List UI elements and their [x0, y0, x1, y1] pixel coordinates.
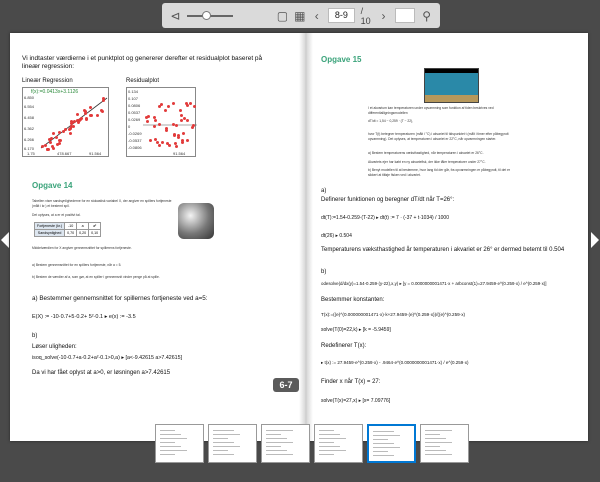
chevron-left-icon[interactable]: ‹: [314, 8, 319, 23]
scatter-point: [50, 137, 53, 140]
scatter-point: [96, 114, 99, 117]
residual-point: [158, 123, 161, 126]
opg15-text1: I et akvarium kan temperaturen under opvarmning som funktion af tiden beskrives ved differentialligningsmodellen: [368, 106, 494, 115]
table-cell: 0,20: [77, 230, 89, 237]
residual-point: [175, 124, 178, 127]
next-page-arrow-icon[interactable]: [591, 232, 599, 248]
thumbnail-line: [266, 434, 281, 435]
residual-point: [167, 105, 170, 108]
scatter-point: [51, 145, 54, 148]
opg15-question-b: b) Benyt modellen til at bestemme, hvor lang tid der går, fra opvarmningen er påbegyndt, til det er sikkert at tilføje fisken ved i akvariet.: [368, 168, 511, 177]
thumbnail-line: [160, 454, 175, 455]
thumbnail-line: [373, 451, 388, 452]
thumbnail-line: [213, 446, 240, 447]
ans-b-heading: b): [321, 269, 327, 275]
thumbnail-line: [425, 430, 452, 431]
thumbnail-line: [213, 454, 234, 455]
table-row: [35, 223, 101, 230]
book-spread: [10, 33, 588, 441]
thumbnail-page-active[interactable]: [367, 424, 416, 463]
thumbnail-page[interactable]: [314, 424, 363, 463]
residual-point: [186, 139, 189, 142]
thumbnail-line: [319, 430, 334, 431]
thumbnail-page[interactable]: [208, 424, 257, 463]
table-cell: 0,10: [89, 230, 101, 237]
thumbnail-line: [266, 438, 287, 439]
ans-b-equation2: T(x):=((e)^(0.000000001471·x)·k+27.9459·(e)^(0.259·x))/((e)^(0.259·x): [321, 312, 466, 317]
residual-point: [193, 105, 196, 108]
table-cell: 0,70: [65, 230, 77, 237]
scatter-point: [70, 125, 73, 128]
plot2-ytick-4: 0.0269: [128, 117, 141, 122]
scatter-point: [62, 130, 65, 133]
answer-a-heading: a) Bestemmer gennemsnittet for spillernes fortjeneste ved a=5:: [32, 295, 208, 302]
page-total: / 10: [360, 5, 371, 26]
residual-point: [172, 102, 175, 105]
plot1-title: Lineær Regression: [22, 78, 73, 84]
thumbnail-line: [425, 442, 452, 443]
thumbnail-line: [373, 455, 394, 456]
thumbnail-line: [213, 450, 228, 451]
residual-zero-line: [127, 88, 197, 158]
opg15-text3: Akvariets ejer har købt en ny akvariefisk, der ikke tåler temperaturer under 27°C.: [368, 160, 486, 164]
thumbnail-line: [373, 447, 400, 448]
thumbnail-line: [213, 434, 240, 435]
intro-text: Vi indtaster værdierne i et punktplot og genererer derefter et residualplot baseret på lineær regression:: [22, 55, 263, 70]
aquarium-sand: [425, 95, 478, 102]
residual-point: [182, 132, 185, 135]
ans-b-equation5: solve(T(x)=27,x) ▸ [x= 7.09776]: [321, 398, 391, 404]
opg15-text2: hvor T(t) betegner temperaturen (målt i °C) i akvariet til tidspunktet t (målt i timer efter påbegyndt opvarmning). Det oplyses, at temperaturen i akvariet er 22°C, når opvarmningen starter.: [368, 132, 509, 141]
residual-point: [166, 142, 169, 145]
scatter-point: [84, 112, 87, 115]
table-cell: Fortjeneste (kr.): [35, 223, 65, 230]
answer-a-equation: E(X) := -10·0.7+5·0.2+ 5²·0.1 ▸ e(x) := -3.5: [32, 314, 136, 320]
plot1-ytick-5: 6.170: [24, 146, 35, 151]
regression-line: [23, 88, 110, 158]
scatter-point: [58, 131, 61, 134]
plot1-ytick-4: 6.266: [24, 137, 35, 142]
thumbnail-line: [319, 438, 346, 439]
plot1-xtick-0: 1.75: [27, 151, 35, 156]
plot1-ytick-1: 6.554: [24, 104, 35, 109]
thumbnail-line: [160, 446, 181, 447]
plot2-ytick-7: -0.0537: [128, 138, 142, 143]
thumbnail-line: [373, 443, 394, 444]
scatter-point: [49, 141, 52, 144]
thumbnail-line: [319, 442, 334, 443]
thumbnail-line: [319, 450, 346, 451]
plot1-xtick-1: 478.667: [57, 151, 72, 156]
thumbnail-strip: [155, 424, 469, 464]
plot2-ytick-5: 0: [128, 124, 131, 129]
ans-b-line1: Bestemmer konstanten:: [321, 297, 385, 303]
chevron-right-icon[interactable]: ›: [381, 8, 386, 23]
answer-b-line1: Løser uligheden:: [32, 344, 77, 350]
share-icon[interactable]: ⊲: [170, 8, 181, 23]
thumbnail-line: [160, 434, 181, 435]
thumbnail-line: [160, 430, 175, 431]
opg15-question-a: a) Bestem temperaturens væksthastighed, når temperaturen i akvariet er 26°C.: [368, 151, 484, 155]
thumbnail-line: [213, 430, 234, 431]
opg15-equation: dT/dt = 1,54 − 0,259 · (T − 22),: [368, 119, 414, 123]
table-row: [35, 230, 101, 237]
ans-a-heading: a): [321, 188, 327, 194]
scatter-point: [89, 106, 92, 109]
residual-point: [164, 109, 167, 112]
opgave15-heading: Opgave 15: [321, 55, 362, 64]
plot1-xtick-2: 91.564: [89, 151, 102, 156]
thumbnail-line: [266, 446, 281, 447]
opg14-text3: Middelværdien for X angiver gennemsnittet for spillerens fortjeneste.: [32, 246, 132, 250]
plot1-ytick-0: 6.850: [24, 95, 35, 100]
thumbnail-line: [373, 439, 388, 440]
residual-plot: [126, 87, 196, 157]
thumbnail-line: [425, 454, 452, 455]
plot2-xtick-0: 91.564: [173, 151, 186, 156]
scatter-point: [89, 114, 92, 117]
residual-point: [177, 134, 180, 137]
scatter-point: [55, 136, 58, 139]
thumbnail-line: [319, 434, 340, 435]
residual-point: [149, 139, 152, 142]
thumbnail-line: [160, 438, 187, 439]
plot2-ytick-6: -0.0269: [128, 131, 142, 136]
zoom-slider[interactable]: [187, 9, 233, 23]
opg14-question-b: b) Bestem de værdier af a, som gør, at en spiller i gennemsnit vinder penge på at spille.: [32, 275, 160, 279]
residual-point: [173, 134, 176, 137]
thumbnail-page[interactable]: [261, 424, 310, 463]
probability-table: [34, 222, 101, 237]
plot2-ytick-0: 0.134: [128, 89, 139, 94]
fullscreen-icon[interactable]: ▢: [276, 8, 289, 23]
thumbnail-line: [213, 438, 228, 439]
page-number-input[interactable]: 8-9: [328, 8, 355, 23]
opg14-text1: Tabellen viser sandsynlighederne for en stokastisk variabel X, der angiver en spillers fortjeneste (målt i kr.) et bestemt spil.: [32, 199, 172, 208]
table-cell: -10: [65, 223, 77, 230]
thumbnail-page[interactable]: [420, 424, 469, 463]
answer-b-heading: b): [32, 333, 38, 339]
ans-b-equation3: solve(T(0)=22,k) ▸ [k = -5.9459]: [321, 327, 391, 333]
ans-a-equation2: dt(26) ▸ 0.504: [321, 233, 352, 239]
plot1-ytick-2: 6.458: [24, 115, 35, 120]
table-cell: a: [77, 223, 89, 230]
book-spine: [299, 33, 313, 441]
plot2-title: Residualplot: [126, 78, 160, 84]
residual-point: [156, 141, 159, 144]
plot2-ytick-2: 0.0806: [128, 103, 141, 108]
ans-a-line1: Definerer funktionen og beregner dT/dt når T=26°:: [321, 197, 455, 203]
residual-point: [186, 119, 189, 122]
plot2-ytick-8: -0.0806: [128, 145, 142, 150]
viewer-toolbar: [162, 3, 440, 28]
thumbnail-line: [319, 446, 340, 447]
search-input[interactable]: [395, 8, 415, 23]
ans-a-equation: dt(T):=1.54-0.259·(T-22) ▸ dt(t) := 7 · (-37 + t·1034) / 1000: [321, 215, 449, 221]
ans-b-equation: odesolve(d/dx(y)=1.54-0.259·(y-22),x,y) ▸ [y = 0.0000000001471·x + arbconst(1)=27.9459·e^(0.259·x) / e^(0.259·x)]: [321, 281, 547, 286]
thumbnail-line: [425, 450, 446, 451]
table-cell: a²: [89, 223, 101, 230]
thumbnail-line: [266, 454, 293, 455]
residual-point: [180, 119, 183, 122]
ans-a-conclusion: Temperaturens væksthastighed år temperaturen i akvariet er 26° er dermed betemt til 0.504: [321, 247, 565, 253]
scatter-point: [102, 99, 105, 102]
plot2-ytick-3: 0.0537: [128, 110, 141, 115]
thumbnail-line: [425, 446, 440, 447]
residual-point: [154, 119, 157, 122]
scatter-point: [70, 120, 73, 123]
answer-b-conclusion: Da vi har fået oplyst at a>0, er løsningen a>7.42615: [32, 370, 171, 376]
thumbnail-line: [266, 450, 287, 451]
opg14-question-a: a) Bestem gennemsnittet for en spillers fortjeneste, når a = 5.: [32, 263, 122, 267]
thumbnail-line: [373, 431, 394, 432]
regression-equation: f(x):=0.0413x+3.1126: [31, 89, 79, 95]
scatter-point: [47, 148, 50, 151]
ans-b-line3: Finder x når T(x) = 27:: [321, 379, 381, 385]
search-icon[interactable]: ⚲: [422, 8, 432, 23]
page-indicator-badge: 6-7: [273, 378, 299, 392]
bolt-image: [178, 203, 214, 239]
thumbnail-page[interactable]: [155, 424, 204, 463]
residual-point: [179, 109, 182, 112]
thumbnail-line: [373, 435, 400, 436]
residual-point: [192, 124, 195, 127]
plot1-ytick-3: 6.362: [24, 126, 35, 131]
regression-plot: [22, 87, 109, 157]
thumbnail-line: [160, 450, 187, 451]
opg14-text2: Det oplyses, at a er et positivt tal.: [32, 213, 81, 217]
thumbnail-line: [425, 438, 446, 439]
grid-view-icon[interactable]: ▦: [294, 8, 306, 23]
aquarium-image: [424, 68, 479, 103]
table-cell: Sandsynlighed: [35, 230, 65, 237]
thumbnail-line: [319, 454, 334, 455]
thumbnail-line: [160, 442, 175, 443]
opgave14-heading: Opgave 14: [32, 181, 73, 190]
prev-page-arrow-icon[interactable]: [1, 232, 9, 248]
ans-b-equation4: ▸ t(x) := 27.9459·e^(0.259·x) - .9464·e^(0.0000000001471·x) / e^(0.259·x): [321, 360, 469, 365]
answer-b-equation: isoq_solve(-10·0.7+a·0.2+a²·0.1>0,a) ▸ [a<-9.42615 a>7.42615]: [32, 355, 183, 361]
ans-b-line2: Redefinerer T(x):: [321, 343, 367, 349]
thumbnail-line: [425, 434, 440, 435]
thumbnail-line: [266, 442, 293, 443]
plot2-ytick-1: 0.107: [128, 96, 139, 101]
zoom-slider-knob[interactable]: [202, 11, 211, 20]
thumbnail-line: [213, 442, 234, 443]
thumbnail-line: [266, 430, 293, 431]
